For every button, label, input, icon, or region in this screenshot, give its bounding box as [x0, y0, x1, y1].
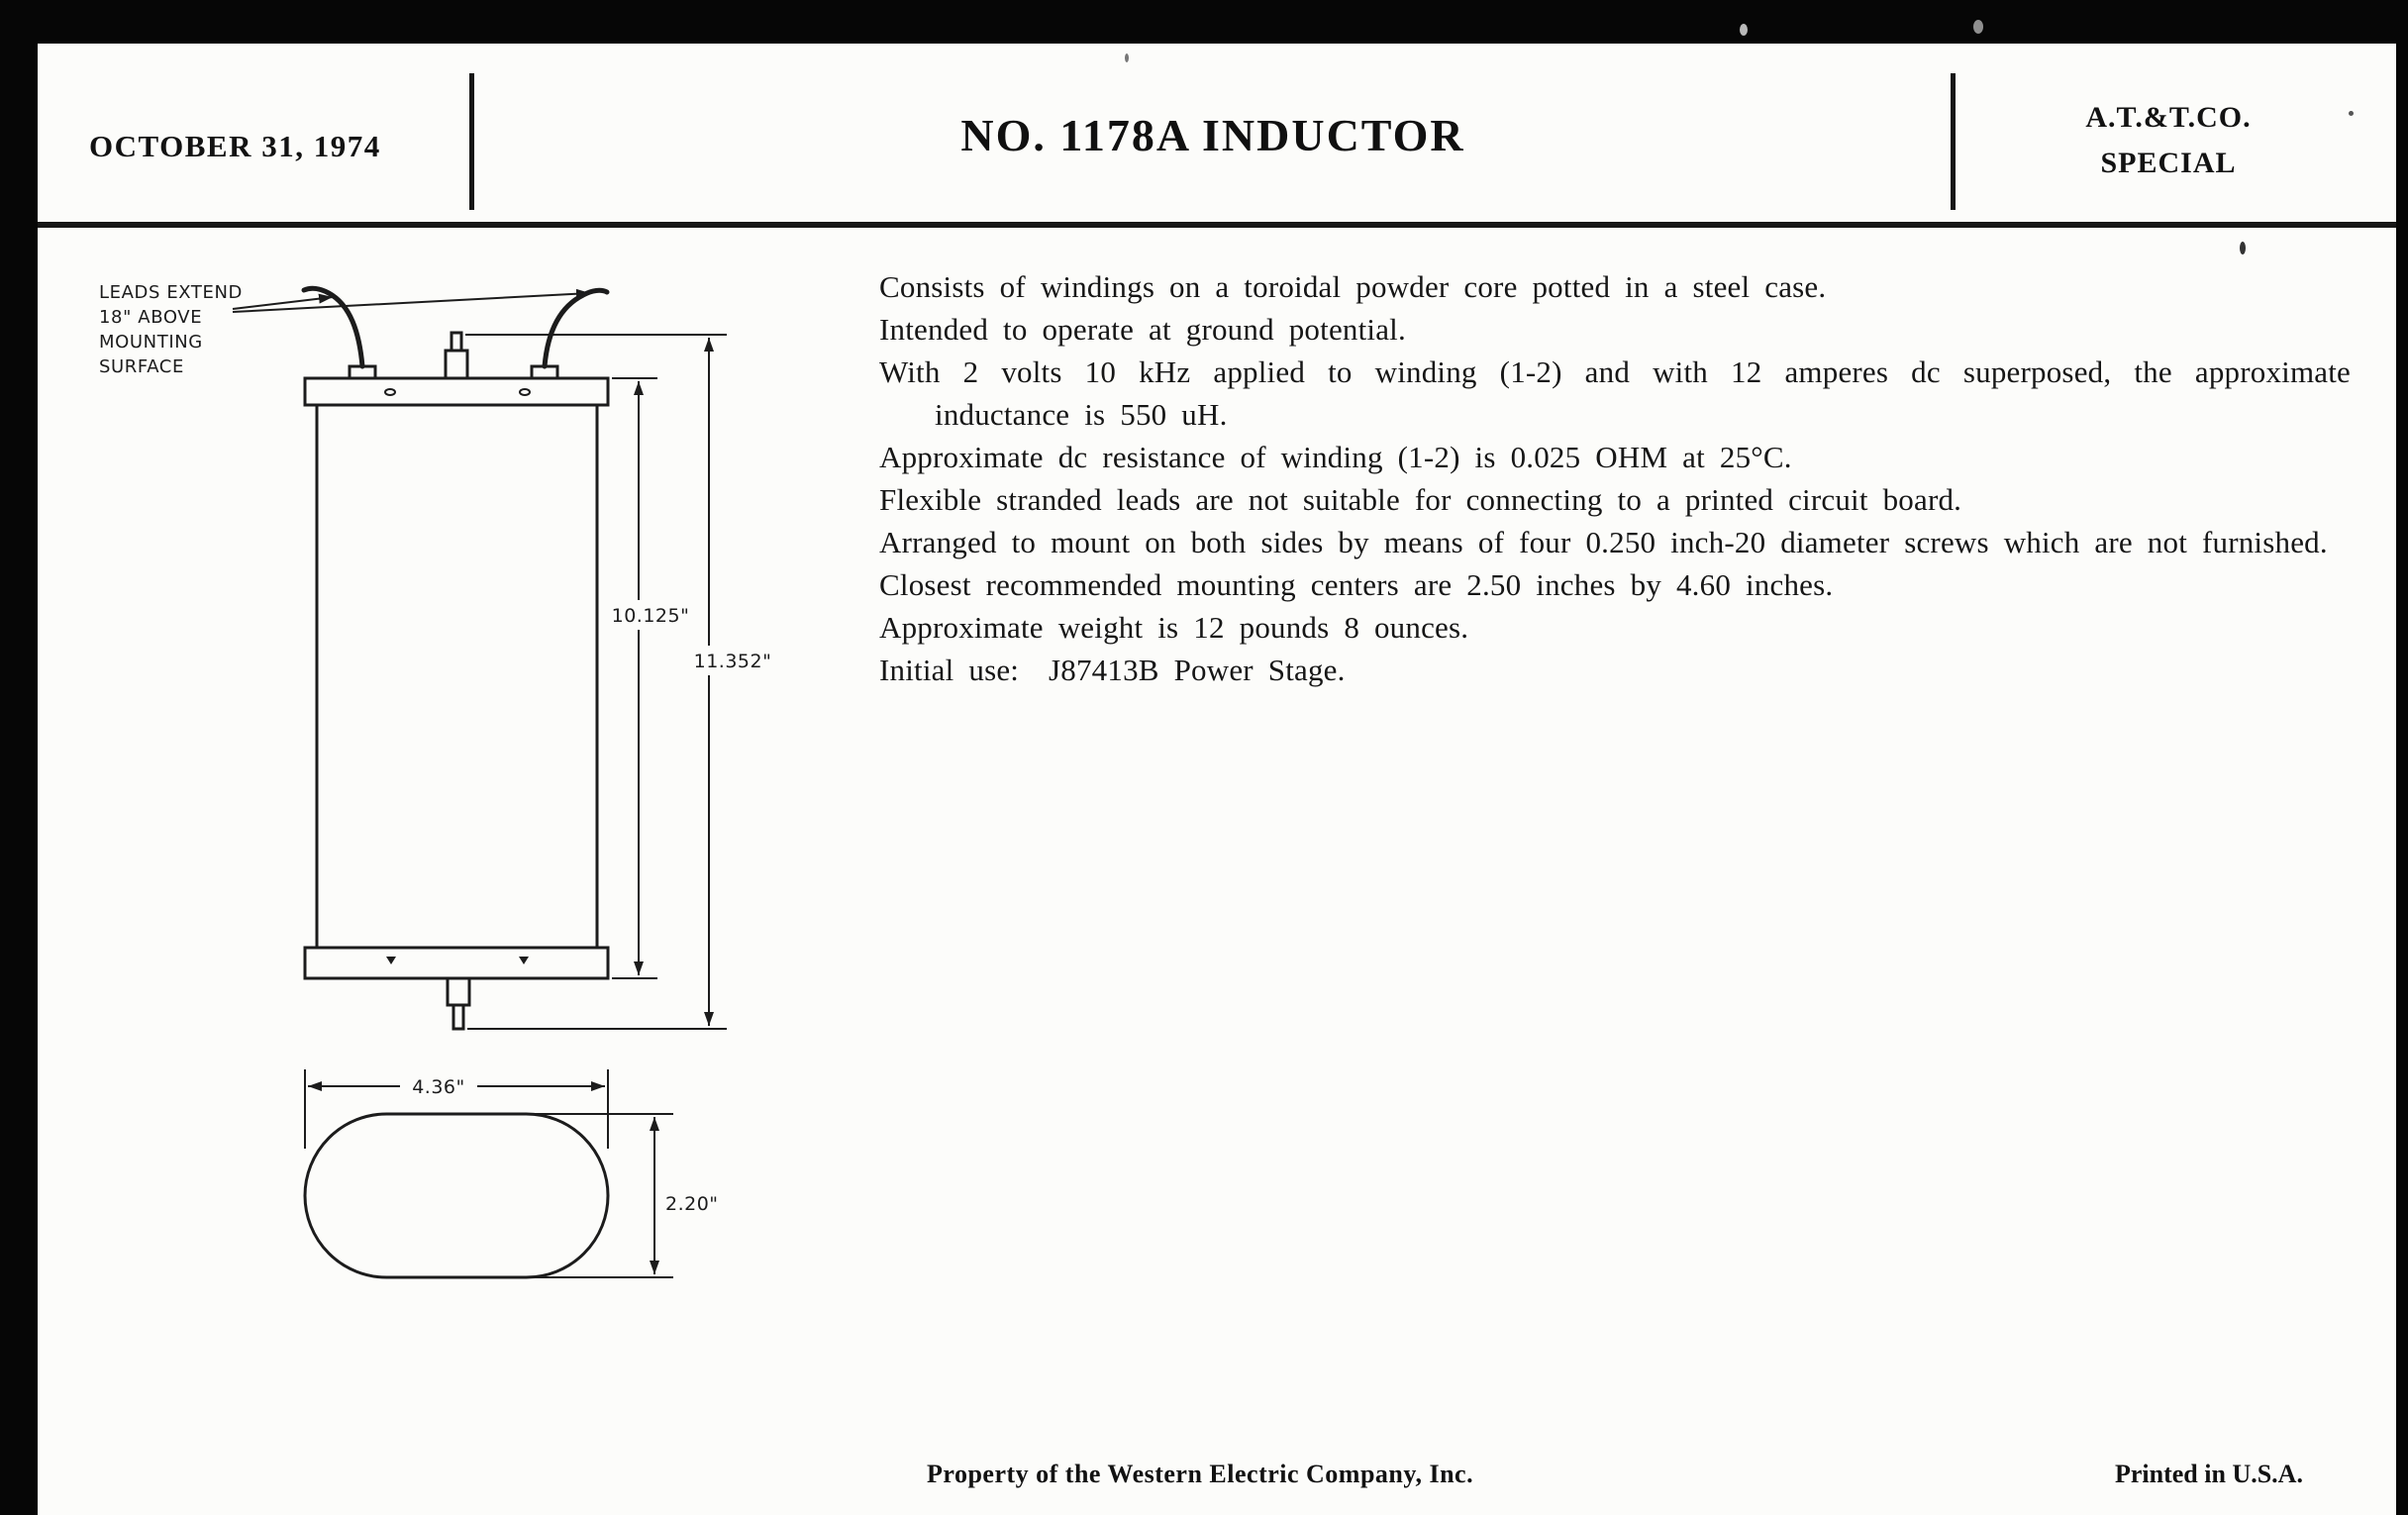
leads-note-line: SURFACE — [99, 356, 184, 377]
flange-screw-mark — [520, 389, 530, 395]
flange-screw-mark — [385, 389, 395, 395]
organization-block — [2010, 95, 2327, 186]
scan-edge-right — [2396, 0, 2408, 1515]
dim-label-case-height: 10.125" — [611, 605, 690, 627]
spec-line: Initial use: J87413B Power Stage. — [879, 653, 1346, 687]
dim-label-width: 4.36" — [412, 1076, 465, 1098]
header-divider-left — [469, 73, 474, 210]
printed-in-notice: Printed in U.S.A. — [2115, 1460, 2303, 1488]
spec-line: Intended to operate at ground potential. — [879, 312, 1406, 347]
scan-artifact — [2240, 242, 2246, 254]
header-rule — [0, 222, 2408, 228]
document-title: NO. 1178A INDUCTOR — [960, 110, 1465, 160]
spec-line: With 2 volts 10 kHz applied to winding (1-2) and with 12 amperes dc superposed, the approximate inductance is 550 uH. — [879, 354, 2351, 432]
top-mounting-stud — [452, 333, 461, 351]
case-top-flange — [305, 378, 608, 405]
scan-edge-left — [0, 0, 38, 1515]
property-notice: Property of the Western Electric Company, Inc. — [927, 1460, 1474, 1488]
scan-artifact — [1125, 53, 1129, 62]
flange-screw-mark — [519, 957, 529, 964]
spec-list — [879, 265, 2351, 691]
scan-edge-top — [0, 0, 2408, 44]
spec-line: Approximate weight is 12 pounds 8 ounces. — [879, 610, 1469, 645]
bottom-mounting-stud — [453, 1005, 463, 1029]
case-bottom-view — [305, 1069, 673, 1277]
lead-wire-right — [545, 290, 607, 366]
case-outline-oval — [305, 1114, 608, 1277]
flange-screw-mark — [386, 957, 396, 964]
spec-line: Approximate dc resistance of winding (1-2) is 0.025 OHM at 25°C. — [879, 440, 1792, 474]
leads-note-line: MOUNTING — [99, 332, 203, 353]
leads-note-arrows — [233, 293, 590, 312]
scan-artifact — [2349, 111, 2354, 116]
leads-note-line: 18" ABOVE — [99, 307, 203, 328]
header-divider-right — [1951, 73, 1956, 210]
spec-line: Flexible stranded leads are not suitable for connecting to a printed circuit board. — [879, 482, 1962, 517]
spec-line: Consists of windings on a toroidal powder core potted in a steel case. — [879, 269, 1827, 304]
spec-line: Closest recommended mounting centers are 2.50 inches by 4.60 inches. — [879, 567, 1834, 602]
dim-label-depth: 2.20" — [665, 1193, 719, 1215]
scan-artifact — [1973, 20, 1983, 34]
issue-date: OCTOBER 31, 1974 — [89, 129, 381, 163]
dim-label-overall-height: 11.352" — [693, 651, 772, 672]
top-mounting-nut — [446, 351, 467, 378]
leads-note-line: LEADS EXTEND — [99, 282, 244, 303]
org-special-label: SPECIAL — [2100, 147, 2237, 179]
bottom-mounting-nut — [448, 978, 469, 1005]
org-name: A.T.&T.CO. — [2085, 101, 2252, 134]
scan-artifact — [1740, 24, 1748, 36]
case-bottom-flange — [305, 948, 608, 978]
spec-line: Arranged to mount on both sides by means of four 0.250 inch-20 diameter screws which are not furnished. — [879, 525, 2328, 559]
inductor-technical-drawing — [59, 257, 812, 1327]
case-front-view — [304, 288, 608, 1029]
case-body — [317, 405, 597, 948]
